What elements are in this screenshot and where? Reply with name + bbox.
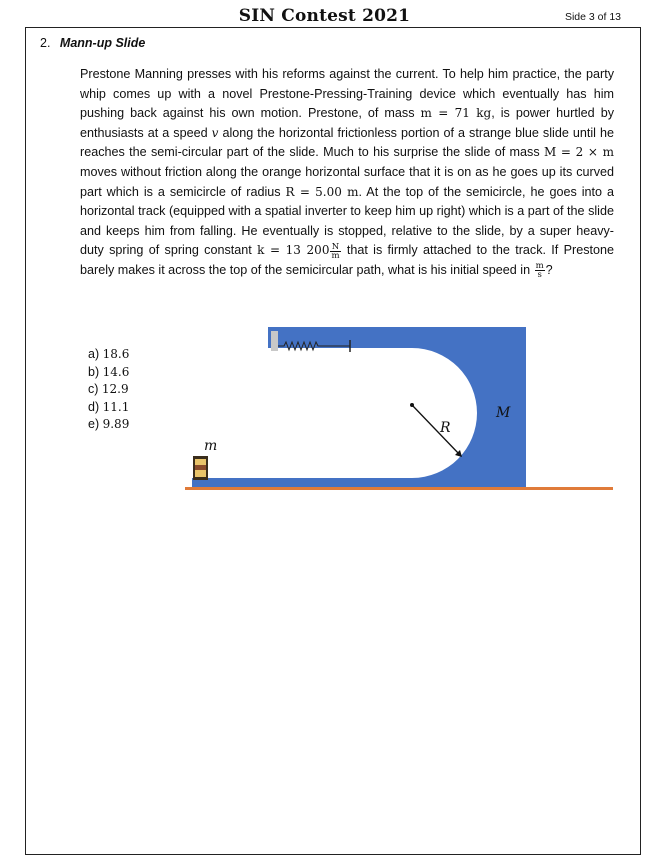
question-text-part-4: moves without friction along the orange horizontal surface that it is on as he goes up its curved part which is a semicircle of radius xyxy=(80,164,614,199)
page-header-title: SIN Contest 2021 xyxy=(238,6,411,26)
question-number: 2. xyxy=(40,36,51,50)
question-text-part-6: that is firmly attached to the track. If Prestone barely makes it across the top of the semicircular path, what is his initial speed in xyxy=(80,243,615,277)
spring-unit-denominator: m xyxy=(331,250,340,261)
question-text-part-5: . At the top of the semicircle, he goes into a horizontal track (equipped with a spatial inverter to keep him up right) which is a part of the slide and keeps him from falling. He eventually is stopped, relative to the slide, by a super heavy-duty spring of spring constant xyxy=(80,184,614,258)
speed-symbol: v xyxy=(211,125,219,140)
question-text-part-2: , is power hurtled by enthusiasts at a speed xyxy=(80,106,614,140)
option-value: 11.1 xyxy=(102,399,130,414)
label-R: R xyxy=(440,420,451,436)
question-text-part-3: along the horizontal frictionless portion of a strange blue slide until he reaches the semi-circular part of the slide. Much to his surprise the slide of mass xyxy=(80,125,614,160)
mass-M-equation: M = 2 × m xyxy=(543,145,614,160)
spring-mount-block xyxy=(271,331,278,351)
spring-unit-numerator: N xyxy=(331,241,340,252)
question-text-part-7: ? xyxy=(545,262,553,277)
label-M: M xyxy=(496,405,511,421)
orange-floor xyxy=(185,487,613,490)
spring-constant-equation: k = 13 200 xyxy=(257,243,330,258)
option-value: 14.6 xyxy=(102,364,130,379)
option-label: d) xyxy=(88,399,100,414)
question-text-part-1: Prestone Manning presses with his reforms against the current. To help him practice, the party whip comes up with a novel Prestone-Pressing-Training device which eventually has him pushing back against his own motion. Prestone, of mass xyxy=(80,67,614,121)
speed-unit-numerator: m xyxy=(535,261,544,272)
radius-arrow xyxy=(412,405,460,455)
label-m: m xyxy=(204,438,218,454)
option-value: 12.9 xyxy=(101,382,129,397)
option-value: 9.89 xyxy=(102,417,130,432)
speed-unit-denominator: s xyxy=(537,270,542,281)
option-label: a) xyxy=(88,347,100,361)
option-label: e) xyxy=(88,417,100,432)
page-number: Side 3 of 13 xyxy=(564,11,621,23)
option-value: 18.6 xyxy=(102,347,130,361)
option-label: b) xyxy=(88,364,100,379)
option-label: c) xyxy=(88,382,99,397)
question-title: Mann-up Slide xyxy=(59,36,146,50)
mass-m-equation: m = 71 kg xyxy=(420,106,492,121)
radius-equation: R = 5.00 m xyxy=(285,184,359,199)
blue-slide xyxy=(192,327,526,487)
person-block-stripe xyxy=(195,465,206,470)
center-point xyxy=(410,403,414,407)
